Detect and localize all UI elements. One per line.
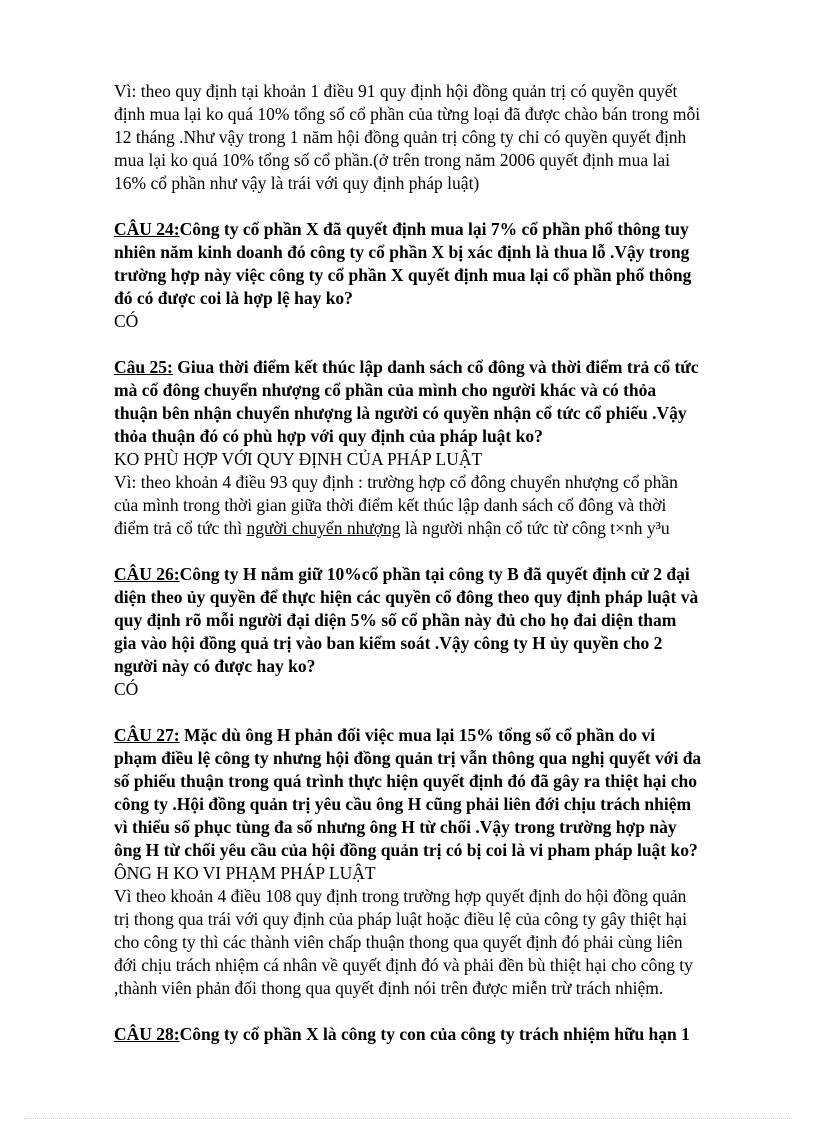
question-text-line: thỏa thuận đó có phù hợp với quy định của pháp luật ko? — [114, 426, 543, 446]
underlined-term: người chuyển nhượng — [246, 518, 401, 538]
document-page — [114, 80, 754, 1046]
question-text: Công ty cổ phần X đã quyết định mua lại 7% cổ phần phổ thông tuy — [179, 219, 689, 239]
question-text-line: trường hợp này việc công ty cổ phần X quyết định mua lại cổ phần phổ thông — [114, 265, 692, 285]
text-line: 16% cổ phần như vậy là trái với quy định pháp luật) — [114, 173, 480, 193]
explanation-line: đới chịu trách nhiệm cá nhân về quyết định đó và phải đền bù thiệt hại cho công ty — [114, 955, 693, 975]
question-heading-line — [114, 563, 754, 586]
text-line: Vì: theo quy định tại khoản 1 điều 91 quy định hội đồng quản trị có quyền quyết — [114, 81, 678, 101]
page-bottom-divider — [24, 1118, 792, 1119]
question-heading-line — [114, 218, 754, 241]
question-text-line: ông H từ chối yêu cầu của hội đồng quản trị có bị coi là vi pham pháp luật ko? — [114, 840, 698, 860]
question-heading-line — [114, 1023, 754, 1046]
answer-text: CÓ — [114, 311, 139, 331]
intro-paragraph — [114, 80, 754, 195]
question-27 — [114, 724, 754, 1000]
text-line: định mua lại ko quá 10% tổng số cổ phần của từng loại đã được chào bán trong mỗi — [114, 104, 701, 124]
question-label: CÂU 27: — [114, 725, 180, 745]
question-text-line: gia vào hội đồng quả trị vào ban kiểm soát .Vậy công ty H ủy quyền cho 2 — [114, 633, 663, 653]
question-text-line: diện theo ủy quyền để thực hiện các quyền cổ đông theo quy định pháp luật và — [114, 587, 699, 607]
question-label: CÂU 26: — [114, 564, 180, 584]
question-28 — [114, 1023, 754, 1046]
question-heading-line — [114, 724, 754, 747]
question-text-line: người này có được hay ko? — [114, 656, 316, 676]
question-text-line: công ty .Hội đồng quản trị yêu cầu ông H cũng phải liên đới chịu trách nhiệm — [114, 794, 692, 814]
explanation-line: Vì theo khoản 4 điều 108 quy định trong trường hợp quyết định do hội đồng quản — [114, 886, 687, 906]
question-text: Công ty cổ phần X là công ty con của công ty trách nhiệm hữu hạn 1 — [179, 1024, 690, 1044]
question-label: CÂU 24: — [114, 219, 180, 239]
question-text-line: nhiên năm kinh doanh đó công ty cổ phần X bị xác định là thua lỗ .Vậy trong — [114, 242, 690, 262]
answer-text: CÓ — [114, 679, 139, 699]
question-label: Câu 25: — [114, 357, 173, 377]
explanation-line: cho công ty thì các thành viên chấp thuận thong qua quyết định đó phải cùng liên — [114, 932, 683, 952]
text-line: 12 tháng .Như vậy trong 1 năm hội đồng quản trị công ty chỉ có quyền quyết định — [114, 127, 687, 147]
explanation-text: điểm trả cổ tức thì — [114, 518, 247, 538]
explanation-line: của mình trong thời gian giữa thời điểm kết thúc lập danh sách cổ đông và thời — [114, 495, 667, 515]
explanation-line: ,thành viên phản đối thong qua quyết định nói trên được miễn trừ trách nhiệm. — [114, 978, 664, 998]
explanation-line — [114, 517, 754, 540]
question-26 — [114, 563, 754, 701]
question-24 — [114, 218, 754, 333]
question-text-line: mà cổ đông chuyển nhượng cổ phần của mình cho người khác và có thỏa — [114, 380, 657, 400]
question-heading-line — [114, 356, 754, 379]
question-text-line: quy định rõ mỗi người đại diện 5% số cổ phần này đủ cho họ đai diện tham — [114, 610, 677, 630]
explanation-line: Vì: theo khoản 4 điều 93 quy định : trường hợp cổ đông chuyển nhượng cổ phần — [114, 472, 678, 492]
question-text-line: phạm điều lệ công ty nhưng hội đồng quản trị vẫn thông qua nghị quyết với đa — [114, 748, 702, 768]
question-25 — [114, 356, 754, 540]
question-text: Giua thời điểm kết thúc lập danh sách cổ đông và thời điểm trả cổ tức — [172, 357, 699, 377]
question-text-line: vì thiểu số phục tùng đa số nhưng ông H từ chối .Vậy trong trường hợp này — [114, 817, 677, 837]
question-text-line: số phiếu thuận trong quá trình thực hiện quyết định đó đã gây ra thiệt hại cho — [114, 771, 697, 791]
question-text-line: thuận bên nhận chuyển nhượng là người có quyền nhận cổ tức cổ phiếu .Vậy — [114, 403, 687, 423]
text-line: mua lại ko quá 10% tổng số cổ phần.(ở trên trong năm 2006 quyết định mua lai — [114, 150, 671, 170]
explanation-text: là người nhận cổ tức từ công t×nh y³u — [400, 518, 670, 538]
answer-text: ÔNG H KO VI PHẠM PHÁP LUẬT — [114, 863, 376, 883]
explanation-line: trị thong qua trái với quy định của pháp luật hoặc điều lệ của công ty gây thiệt hại — [114, 909, 687, 929]
question-label: CÂU 28: — [114, 1024, 180, 1044]
answer-text: KO PHÙ HỢP VỚI QUY ĐỊNH CỦA PHÁP LUẬT — [114, 449, 483, 469]
question-text-line: đó có được coi là hợp lệ hay ko? — [114, 288, 353, 308]
question-text: Mặc dù ông H phản đối việc mua lại 15% tổng số cổ phần do vi — [179, 725, 656, 745]
question-text: Công ty H nắm giữ 10%cổ phần tại công ty B đã quyết định cử 2 đại — [179, 564, 690, 584]
